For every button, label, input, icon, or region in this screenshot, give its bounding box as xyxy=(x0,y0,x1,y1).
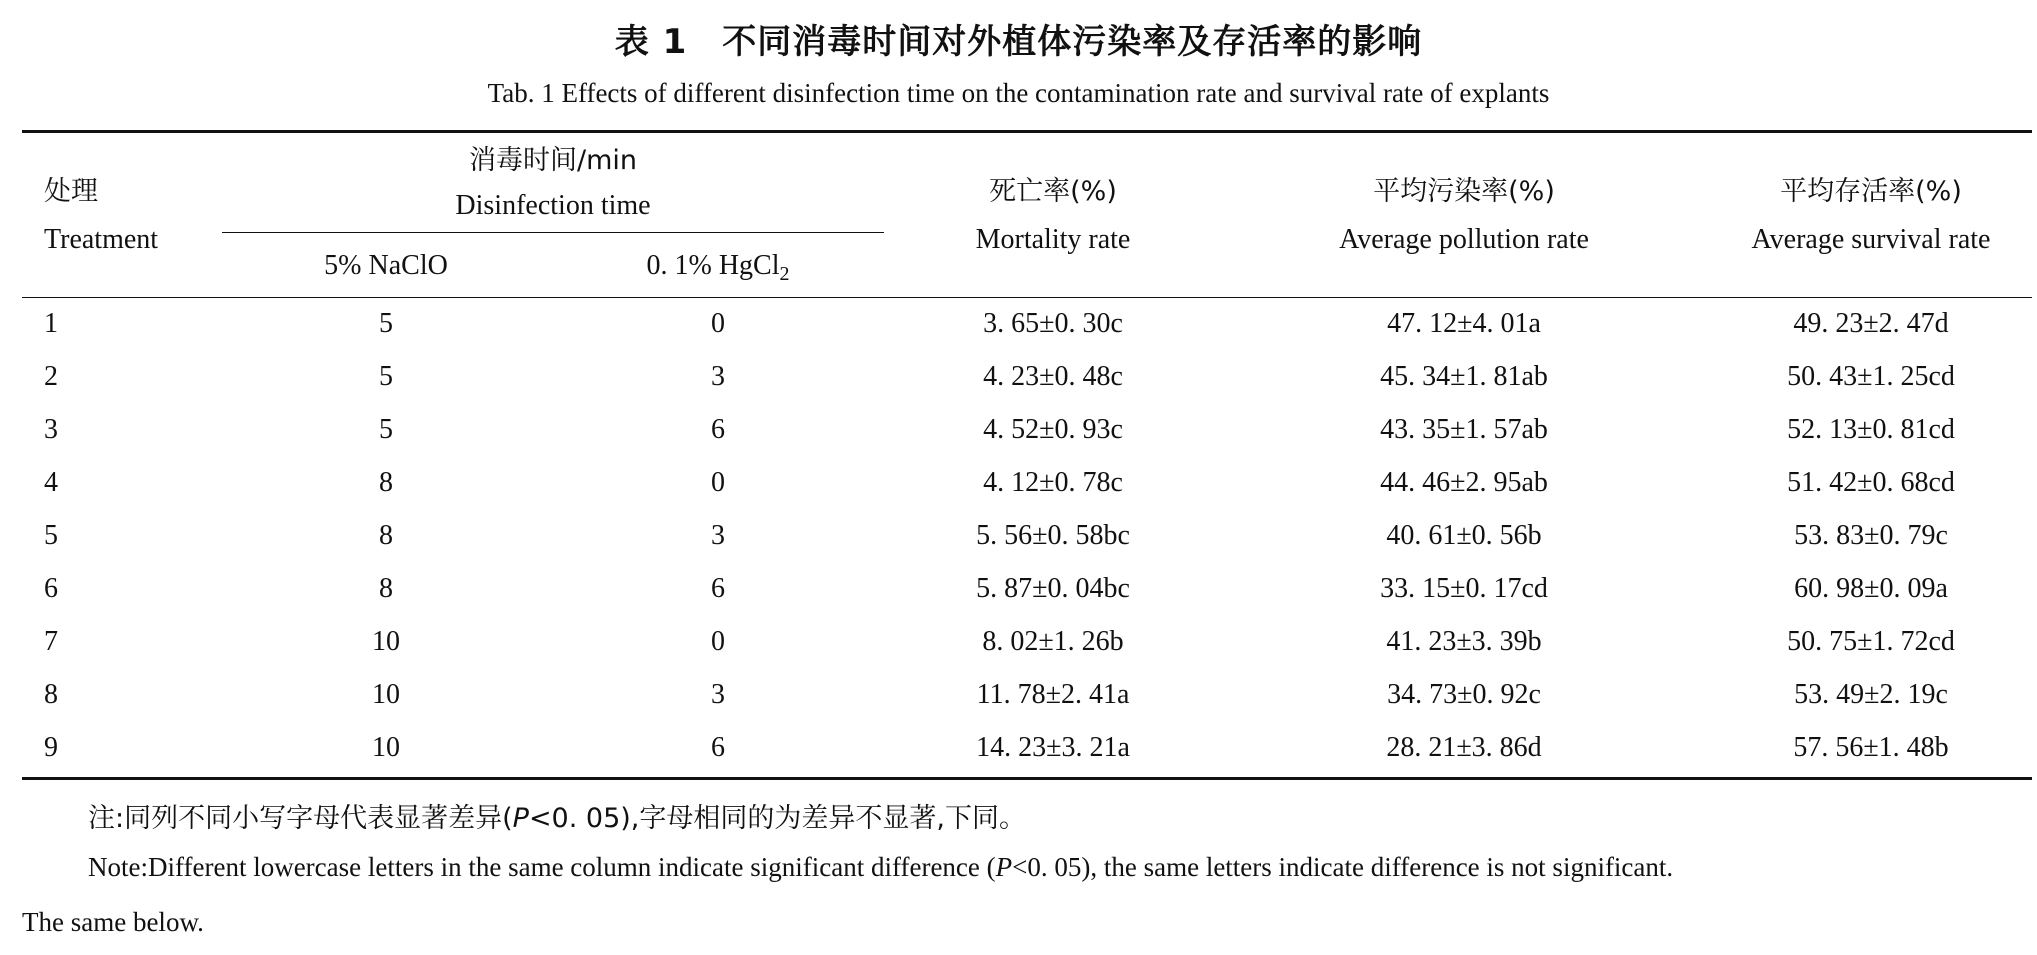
cell-naclo: 10 xyxy=(372,679,400,710)
cell-naclo: 8 xyxy=(379,520,393,551)
header-hgcl2 xyxy=(647,249,790,283)
table-title-en: Tab. 1 Effects of different disinfection time on the contamination rate and survival rate of explants xyxy=(487,78,1550,108)
header-hgcl2-prefix: 0. 1% HgCl xyxy=(646,250,780,281)
header-pollution-en: Average pollution rate xyxy=(1339,224,1589,255)
header-mortality-cn: 死亡率(%) xyxy=(989,176,1117,207)
cell-treatment: 1 xyxy=(44,308,58,339)
cell-survival: 51. 42±0. 68cd xyxy=(1787,467,1955,498)
note-en-p: P xyxy=(995,852,1013,882)
note-cn-p: P xyxy=(512,803,529,834)
header-survival-en: Average survival rate xyxy=(1751,224,1991,255)
cell-mortality: 4. 23±0. 48c xyxy=(983,361,1123,392)
cell-naclo: 5 xyxy=(379,414,393,445)
cell-hgcl2: 0 xyxy=(711,626,725,657)
cell-treatment: 2 xyxy=(44,361,58,392)
cell-survival: 53. 83±0. 79c xyxy=(1794,520,1948,551)
cell-hgcl2: 3 xyxy=(711,361,725,392)
note-en-suffix: <0. 05), the same letters indicate difference is not significant. xyxy=(1012,852,1674,882)
cell-naclo: 10 xyxy=(372,732,400,763)
header-disinfection-cn: 消毒时间/min xyxy=(468,145,638,176)
cell-survival: 60. 98±0. 09a xyxy=(1794,573,1948,604)
cell-survival: 49. 23±2. 47d xyxy=(1793,308,1949,339)
cell-survival: 50. 43±1. 25cd xyxy=(1787,361,1955,392)
cell-hgcl2: 6 xyxy=(711,732,725,763)
header-disinfection-en: Disinfection time xyxy=(455,190,651,221)
table-note-cn xyxy=(88,796,1026,835)
cell-pollution: 43. 35±1. 57ab xyxy=(1380,414,1548,445)
cell-mortality: 5. 56±0. 58bc xyxy=(976,520,1130,551)
table-note-en xyxy=(88,852,1673,883)
cell-mortality: 8. 02±1. 26b xyxy=(982,626,1124,657)
cell-hgcl2: 6 xyxy=(711,573,725,604)
table-note-en-line2: The same below. xyxy=(22,907,204,937)
cell-pollution: 33. 15±0. 17cd xyxy=(1380,573,1548,604)
cell-survival: 50. 75±1. 72cd xyxy=(1787,626,1955,657)
cell-pollution: 28. 21±3. 86d xyxy=(1386,732,1542,763)
cell-treatment: 4 xyxy=(44,467,58,498)
header-survival-cn: 平均存活率(%) xyxy=(1780,176,1962,207)
cell-treatment: 8 xyxy=(44,679,58,710)
header-treatment-en: Treatment xyxy=(44,224,159,255)
table-header-rule xyxy=(22,297,2032,298)
note-en-prefix: Note:Different lowercase letters in the same column indicate significant difference ( xyxy=(88,852,996,882)
header-mortality-en: Mortality rate xyxy=(975,224,1131,255)
header-treatment-cn: 处理 xyxy=(44,176,98,207)
cell-naclo: 10 xyxy=(372,626,400,657)
cell-treatment: 5 xyxy=(44,520,58,551)
cell-hgcl2: 6 xyxy=(711,414,725,445)
cell-naclo: 8 xyxy=(379,467,393,498)
cell-survival: 57. 56±1. 48b xyxy=(1793,732,1949,763)
cell-mortality: 3. 65±0. 30c xyxy=(983,308,1123,339)
note-cn-prefix: 注:同列不同小写字母代表显著差异( xyxy=(88,803,513,834)
cell-pollution: 47. 12±4. 01a xyxy=(1387,308,1541,339)
cell-hgcl2: 0 xyxy=(711,308,725,339)
cell-pollution: 34. 73±0. 92c xyxy=(1387,679,1541,710)
table-bottom-rule xyxy=(22,777,2032,780)
cell-mortality: 11. 78±2. 41a xyxy=(976,679,1130,710)
cell-mortality: 5. 87±0. 04bc xyxy=(976,573,1130,604)
cell-hgcl2: 3 xyxy=(711,679,725,710)
cell-pollution: 41. 23±3. 39b xyxy=(1386,626,1542,657)
note-cn-suffix: <0. 05),字母相同的为差异不显著,下同。 xyxy=(528,803,1026,834)
cell-survival: 52. 13±0. 81cd xyxy=(1787,414,1955,445)
table-title-cn: 表 1 不同消毒时间对外植体污染率及存活率的影响 xyxy=(614,22,1423,62)
cell-hgcl2: 3 xyxy=(711,520,725,551)
cell-mortality: 4. 52±0. 93c xyxy=(983,414,1123,445)
cell-pollution: 45. 34±1. 81ab xyxy=(1380,361,1548,392)
header-hgcl2-subscript: 2 xyxy=(779,263,790,285)
cell-hgcl2: 0 xyxy=(711,467,725,498)
table-top-rule xyxy=(22,130,2032,133)
cell-naclo: 5 xyxy=(379,308,393,339)
cell-treatment: 9 xyxy=(44,732,58,763)
cell-survival: 53. 49±2. 19c xyxy=(1794,679,1948,710)
cell-pollution: 44. 46±2. 95ab xyxy=(1380,467,1548,498)
cell-treatment: 7 xyxy=(44,626,58,657)
cell-naclo: 8 xyxy=(379,573,393,604)
cell-pollution: 40. 61±0. 56b xyxy=(1386,520,1542,551)
header-pollution-cn: 平均污染率(%) xyxy=(1373,176,1555,207)
cell-mortality: 4. 12±0. 78c xyxy=(983,467,1123,498)
disinfection-subheader-rule xyxy=(222,232,884,233)
cell-treatment: 3 xyxy=(44,414,58,445)
header-naclo: 5% NaClO xyxy=(324,250,448,281)
cell-mortality: 14. 23±3. 21a xyxy=(976,732,1130,763)
cell-naclo: 5 xyxy=(379,361,393,392)
cell-treatment: 6 xyxy=(44,573,58,604)
